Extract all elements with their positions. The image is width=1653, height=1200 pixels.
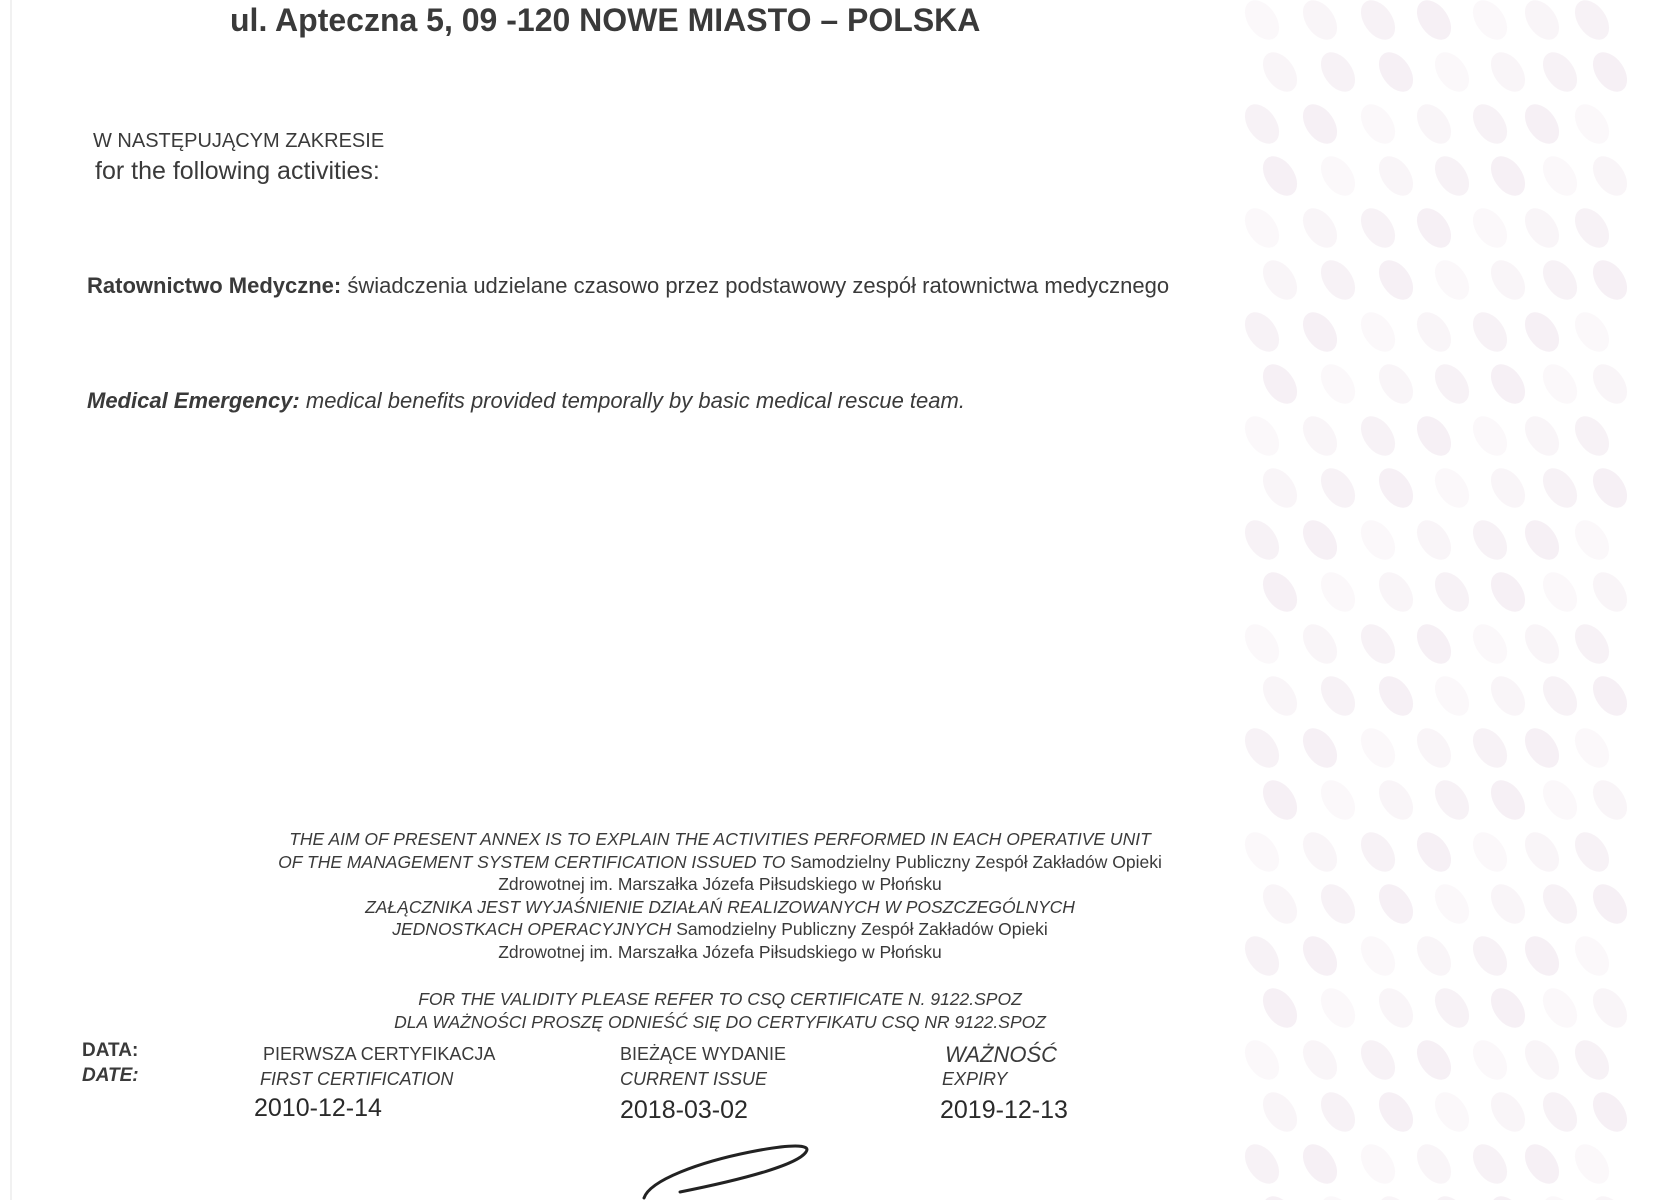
- decorative-dot: [1296, 98, 1344, 150]
- decorative-dot: [1410, 618, 1458, 670]
- decorative-dot: [1586, 878, 1634, 930]
- decorative-dot: [1372, 358, 1420, 410]
- annex-line-6: Zdrowotnej im. Marszałka Józefa Piłsudskiego w Płońsku: [498, 941, 942, 962]
- decorative-dot: [1256, 254, 1304, 306]
- decorative-dot: [1466, 514, 1514, 566]
- decorative-dot: [1536, 46, 1584, 98]
- first-certification-label-en: FIRST CERTIFICATION: [260, 1069, 454, 1089]
- current-issue-date: 2018-03-02: [620, 1096, 748, 1124]
- decorative-dot: [1372, 878, 1420, 930]
- decorative-dot: [1296, 1138, 1344, 1190]
- decorative-dot: [1518, 618, 1566, 670]
- decorative-dot: [1586, 358, 1634, 410]
- decorative-dot: [1536, 462, 1584, 514]
- decorative-dot: [1536, 1086, 1584, 1138]
- decorative-dot: [1586, 254, 1634, 306]
- decorative-dot: [1518, 1034, 1566, 1086]
- decorative-dot: [1586, 150, 1634, 202]
- signature-mark: [640, 1140, 830, 1200]
- decorative-dot: [1466, 0, 1514, 46]
- current-issue-label-pl: BIEŻĄCE WYDANIE: [620, 1044, 787, 1064]
- decorative-dot: [1372, 462, 1420, 514]
- expiry-date: 2019-12-13: [940, 1096, 1068, 1124]
- decorative-dot: [1484, 1190, 1532, 1200]
- scope-heading-pl: W NASTĘPUJĄCYM ZAKRESIE: [93, 130, 385, 152]
- decorative-dot: [1372, 46, 1420, 98]
- decorative-dot: [1314, 462, 1362, 514]
- decorative-dot: [1354, 202, 1402, 254]
- decorative-dot: [1586, 1086, 1634, 1138]
- annex-line-2-plain: Samodzielny Publiczny Zespół Zakładów Opieki: [785, 851, 1162, 872]
- annex-line-3: Zdrowotnej im. Marszałka Józefa Piłsudskiego w Płońsku: [498, 874, 942, 894]
- decorative-dot: [1466, 618, 1514, 670]
- decorative-dot: [1484, 254, 1532, 306]
- annex-line-2-italic: OF THE MANAGEMENT SYSTEM CERTIFICATION ISSUED TO: [278, 851, 786, 872]
- decorative-dot: [1238, 98, 1286, 150]
- decorative-dot: [1296, 0, 1344, 46]
- decorative-dot: [1428, 46, 1476, 98]
- company-address: ul. Apteczna 5, 09 -120 NOWE MIASTO – POLSKA: [230, 2, 981, 38]
- current-issue-label-en: CURRENT ISSUE: [620, 1069, 768, 1089]
- decorative-dot: [1238, 618, 1286, 670]
- validity-line-en: FOR THE VALIDITY PLEASE REFER TO CSQ CERTIFICATE N. 9122.SPOZ: [418, 989, 1022, 1009]
- decorative-dot: [1372, 150, 1420, 202]
- decorative-dot: [1586, 982, 1634, 1034]
- decorative-dot: [1428, 358, 1476, 410]
- decorative-dot: [1484, 878, 1532, 930]
- decorative-dot: [1354, 1034, 1402, 1086]
- decorative-dot: [1314, 670, 1362, 722]
- annex-statement: [150, 828, 1290, 963]
- activity-label-en: Medical Emergency:: [87, 388, 300, 413]
- decorative-dot: [1536, 566, 1584, 618]
- decorative-dot: [1256, 1190, 1304, 1200]
- decorative-dot: [1256, 462, 1304, 514]
- decorative-dot: [1372, 1086, 1420, 1138]
- decorative-dot: [1428, 878, 1476, 930]
- decorative-dot: [1536, 670, 1584, 722]
- decorative-dot: [1314, 878, 1362, 930]
- decorative-dot: [1518, 826, 1566, 878]
- decorative-dot: [1536, 358, 1584, 410]
- decorative-dot: [1238, 0, 1286, 46]
- decorative-dot: [1428, 1086, 1476, 1138]
- decorative-dot: [1586, 46, 1634, 98]
- decorative-dot: [1314, 1086, 1362, 1138]
- activity-description-en: [87, 388, 965, 414]
- validity-reference: [150, 988, 1290, 1034]
- decorative-dot: [1518, 306, 1566, 358]
- decorative-dot: [1410, 306, 1458, 358]
- decorative-dot: [1410, 1138, 1458, 1190]
- activity-text-pl: świadczenia udzielane czasowo przez podstawowy zespół ratownictwa medycznego: [341, 273, 1170, 298]
- decorative-dot: [1536, 878, 1584, 930]
- annex-line-1: THE AIM OF PRESENT ANNEX IS TO EXPLAIN THE ACTIVITIES PERFORMED IN EACH OPERATIVE UNIT: [289, 829, 1151, 849]
- decorative-dot: [1466, 410, 1514, 462]
- annex-line-5-plain: Samodzielny Publiczny Zespół Zakładów Opieki: [671, 919, 1048, 939]
- decorative-dot: [1466, 930, 1514, 982]
- decorative-dot: [1568, 306, 1616, 358]
- decorative-dot: [1372, 1190, 1420, 1200]
- expiry-label-pl: WAŻNOŚĆ: [945, 1042, 1058, 1067]
- decorative-dot: [1256, 774, 1304, 826]
- decorative-dot: [1568, 410, 1616, 462]
- decorative-dot: [1314, 774, 1362, 826]
- annex-line-5: [150, 918, 1290, 941]
- decorative-dot: [1314, 1190, 1362, 1200]
- decorative-dot: [1238, 410, 1286, 462]
- decorative-dot: [1372, 566, 1420, 618]
- decorative-dot: [1372, 774, 1420, 826]
- decorative-dot: [1354, 1138, 1402, 1190]
- decorative-dot: [1354, 722, 1402, 774]
- decorative-dot: [1586, 566, 1634, 618]
- decorative-dot: [1238, 1138, 1286, 1190]
- decorative-dot: [1518, 0, 1566, 46]
- date-label-en: DATE:: [82, 1065, 139, 1086]
- decorative-dot: [1586, 462, 1634, 514]
- decorative-dot: [1518, 202, 1566, 254]
- decorative-dot: [1296, 826, 1344, 878]
- decorative-dot: [1586, 774, 1634, 826]
- decorative-dot: [1314, 982, 1362, 1034]
- decorative-dot: [1568, 0, 1616, 46]
- decorative-dot: [1568, 826, 1616, 878]
- decorative-dot: [1466, 1138, 1514, 1190]
- decorative-dot: [1238, 1034, 1286, 1086]
- first-certification-label-pl: PIERWSZA CERTYFIKACJA: [263, 1044, 496, 1064]
- date-label-pl: DATA:: [82, 1040, 139, 1061]
- decorative-dot: [1484, 566, 1532, 618]
- decorative-dot: [1354, 826, 1402, 878]
- decorative-dot: [1586, 1190, 1634, 1200]
- decorative-dot: [1256, 46, 1304, 98]
- decorative-dot: [1410, 202, 1458, 254]
- decorative-dot: [1296, 306, 1344, 358]
- decorative-dot: [1568, 722, 1616, 774]
- decorative-dot: [1256, 1086, 1304, 1138]
- decorative-dot: [1518, 98, 1566, 150]
- first-certification-date: 2010-12-14: [254, 1094, 382, 1122]
- page-edge: [10, 0, 12, 1200]
- decorative-dot: [1568, 1034, 1616, 1086]
- decorative-dot: [1568, 618, 1616, 670]
- decorative-dot: [1466, 98, 1514, 150]
- decorative-dot: [1568, 930, 1616, 982]
- decorative-dot: [1296, 410, 1344, 462]
- decorative-dot: [1484, 670, 1532, 722]
- decorative-dot: [1238, 306, 1286, 358]
- decorative-dot: [1428, 462, 1476, 514]
- decorative-dot: [1518, 930, 1566, 982]
- decorative-dot: [1314, 150, 1362, 202]
- decorative-dot: [1484, 774, 1532, 826]
- decorative-dot: [1354, 0, 1402, 46]
- decorative-dot: [1354, 618, 1402, 670]
- decorative-dot: [1536, 150, 1584, 202]
- decorative-dot: [1296, 202, 1344, 254]
- decorative-dot: [1484, 1086, 1532, 1138]
- decorative-dot: [1568, 202, 1616, 254]
- decorative-dot: [1354, 514, 1402, 566]
- decorative-dot: [1518, 722, 1566, 774]
- annex-line-5-italic: JEDNOSTKACH OPERACYJNYCH: [392, 919, 672, 939]
- decorative-dot: [1410, 1034, 1458, 1086]
- decorative-dot: [1410, 0, 1458, 46]
- decorative-dot: [1238, 722, 1286, 774]
- decorative-dot: [1354, 930, 1402, 982]
- decorative-dot: [1536, 774, 1584, 826]
- decorative-dot: [1536, 982, 1584, 1034]
- decorative-dot: [1256, 670, 1304, 722]
- decorative-dot: [1484, 982, 1532, 1034]
- decorative-dot: [1314, 358, 1362, 410]
- decorative-dot: [1410, 930, 1458, 982]
- decorative-dot: [1484, 46, 1532, 98]
- decorative-dot: [1484, 150, 1532, 202]
- decorative-dot: [1410, 826, 1458, 878]
- decorative-dot: [1428, 774, 1476, 826]
- decorative-dot: [1314, 46, 1362, 98]
- decorative-dot: [1466, 722, 1514, 774]
- validity-line-pl: DLA WAŻNOŚCI PROSZĘ ODNIEŚĆ SIĘ DO CERTYFIKATU CSQ NR 9122.SPOZ: [394, 1012, 1046, 1032]
- decorative-dot: [1256, 358, 1304, 410]
- decorative-dot: [1354, 98, 1402, 150]
- expiry-label-en: EXPIRY: [942, 1069, 1008, 1089]
- scope-heading-en: for the following activities:: [95, 157, 380, 185]
- decorative-dot: [1238, 514, 1286, 566]
- decorative-dot: [1372, 670, 1420, 722]
- decorative-dot: [1372, 982, 1420, 1034]
- decorative-dot: [1586, 670, 1634, 722]
- decorative-dot: [1354, 306, 1402, 358]
- decorative-dot: [1410, 514, 1458, 566]
- decorative-dot: [1410, 98, 1458, 150]
- decorative-dot: [1568, 98, 1616, 150]
- decorative-dot: [1296, 514, 1344, 566]
- decorative-dot: [1466, 826, 1514, 878]
- annex-line-4: ZAŁĄCZNIKA JEST WYJAŚNIENIE DZIAŁAŃ REALIZOWANYCH W POSZCZEGÓLNYCH: [365, 896, 1075, 917]
- decorative-dot: [1296, 930, 1344, 982]
- decorative-dot: [1428, 670, 1476, 722]
- decorative-dot: [1484, 358, 1532, 410]
- decorative-dot: [1536, 254, 1584, 306]
- activity-text-en: medical benefits provided temporally by basic medical rescue team.: [299, 388, 965, 413]
- activity-label-pl: Ratownictwo Medyczne:: [87, 273, 342, 298]
- decorative-dot: [1428, 1190, 1476, 1200]
- decorative-dot: [1314, 254, 1362, 306]
- decorative-dot: [1238, 202, 1286, 254]
- decorative-dot: [1314, 566, 1362, 618]
- decorative-dot: [1518, 1138, 1566, 1190]
- decorative-dot: [1410, 410, 1458, 462]
- activity-description-pl: [87, 272, 1207, 299]
- annex-line-2: [150, 851, 1290, 874]
- decorative-dot: [1518, 514, 1566, 566]
- decorative-dot: [1256, 566, 1304, 618]
- decorative-dot: [1518, 410, 1566, 462]
- decorative-dot: [1410, 722, 1458, 774]
- decorative-dot: [1256, 150, 1304, 202]
- decorative-dot: [1568, 514, 1616, 566]
- decorative-dot: [1484, 462, 1532, 514]
- decorative-dot: [1466, 1034, 1514, 1086]
- decorative-dot: [1428, 254, 1476, 306]
- decorative-dot: [1536, 1190, 1584, 1200]
- decorative-dot: [1296, 1034, 1344, 1086]
- decorative-dot: [1568, 1138, 1616, 1190]
- decorative-dot: [1296, 618, 1344, 670]
- decorative-dot: [1296, 722, 1344, 774]
- decorative-dot: [1428, 982, 1476, 1034]
- decorative-dot: [1354, 410, 1402, 462]
- decorative-dot: [1428, 150, 1476, 202]
- decorative-dot: [1372, 254, 1420, 306]
- decorative-dot: [1466, 306, 1514, 358]
- decorative-dot: [1428, 566, 1476, 618]
- decorative-dot: [1466, 202, 1514, 254]
